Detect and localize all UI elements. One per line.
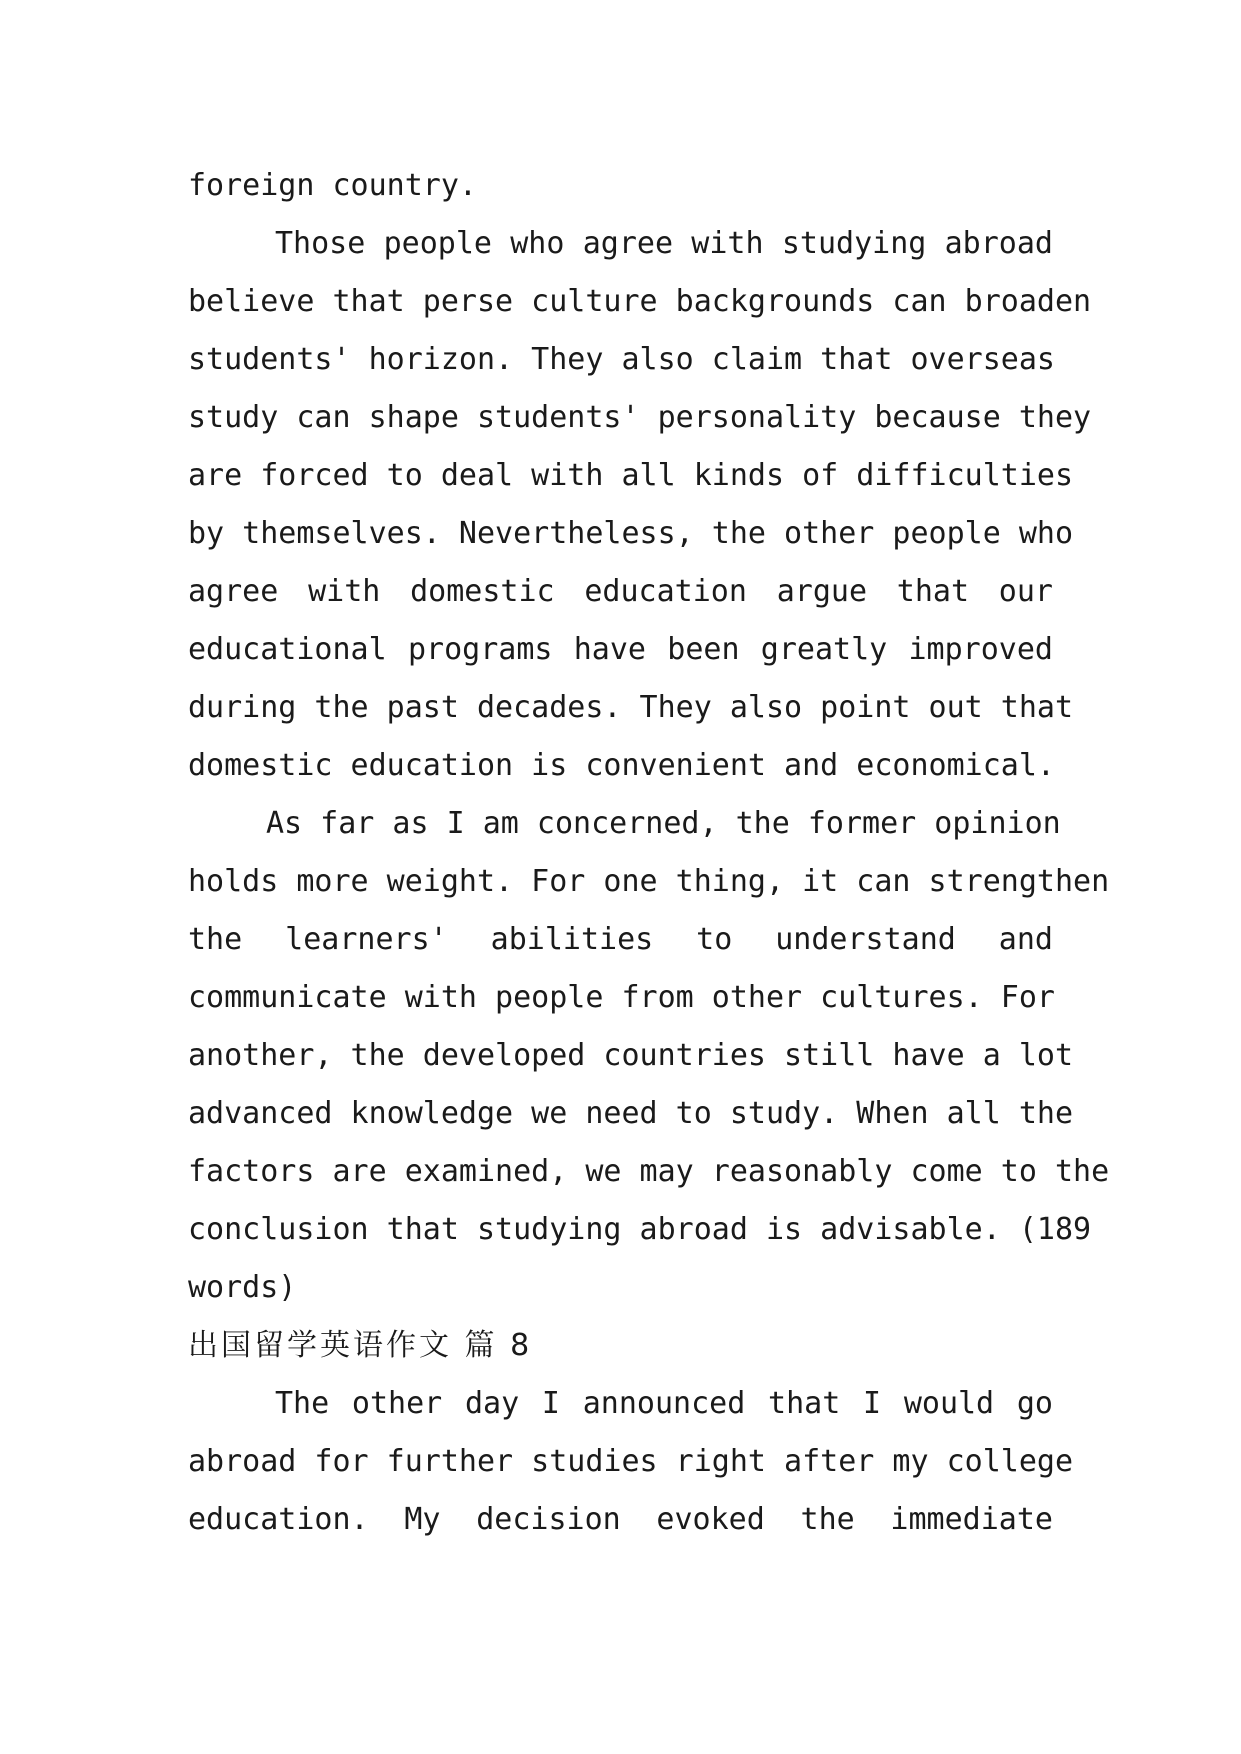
text-line: students' horizon. They also claim that overseas — [188, 342, 1055, 377]
text-line: conclusion that studying abroad is advisable. (189 — [188, 1212, 1092, 1247]
text-line: holds more weight. For one thing, it can strengthen — [188, 864, 1110, 899]
text-line: foreign country. — [188, 168, 477, 203]
text-line: communicate with people from other cultures. For — [188, 980, 1055, 1015]
text-line: are forced to deal with all kinds of difficulties — [188, 458, 1074, 493]
text-line: by themselves. Nevertheless, the other people who — [188, 516, 1074, 551]
section-heading: 出国留学英语作文 篇 8 — [188, 1328, 533, 1363]
text-line: domestic education is convenient and economical. — [188, 748, 1055, 783]
text-line: educational programs have been greatly improved — [188, 632, 1053, 667]
text-line: abroad for further studies right after my college — [188, 1444, 1074, 1479]
paragraph-first-line: As far as I am concerned, the former opinion — [266, 806, 1061, 841]
text-line: believe that perse culture backgrounds can broaden — [188, 284, 1092, 319]
text-line: the learners' abilities to understand and — [188, 922, 1053, 957]
paragraph-first-line: Those people who agree with studying abroad — [275, 226, 1053, 261]
paragraph-first-line: The other day I announced that I would go — [275, 1386, 1053, 1421]
text-line: during the past decades. They also point out that — [188, 690, 1074, 725]
text-line: education. My decision evoked the immediate — [188, 1502, 1053, 1537]
text-line: advanced knowledge we need to study. When all the — [188, 1096, 1074, 1131]
text-line: factors are examined, we may reasonably come to the — [188, 1154, 1110, 1189]
text-line: another, the developed countries still have a lot — [188, 1038, 1074, 1073]
text-line: agree with domestic education argue that our — [188, 574, 1053, 609]
text-line: words) — [188, 1270, 297, 1305]
text-line: study can shape students' personality because they — [188, 400, 1092, 435]
